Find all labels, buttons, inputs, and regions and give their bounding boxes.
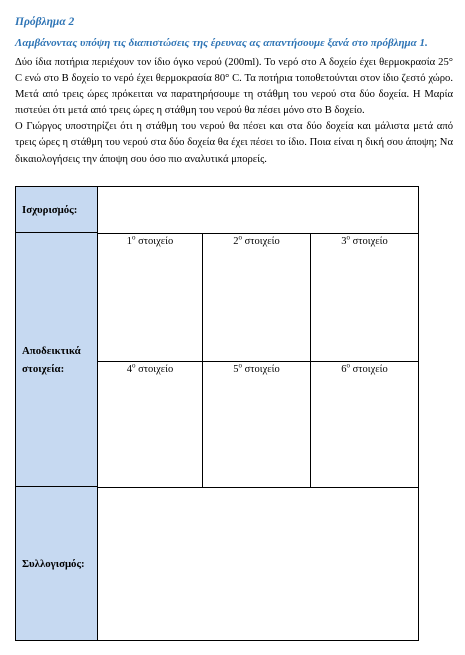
problem-heading: Πρόβλημα 2 xyxy=(15,16,75,28)
label-column xyxy=(16,187,98,640)
answer-table xyxy=(15,186,419,641)
evidence-middle-divider xyxy=(98,361,418,362)
evidence-column-divider-2 xyxy=(310,233,311,487)
problem-paragraph-2: Ο Γιώργος υποστηρίζει ότι η στάθμη του νερού θα πέσει και στα δύο δοχεία και μάλιστα μετά από τρεις ώρες η στάθμη του νερού στα δύο δοχεία θα έχει πέσει το ίδιο. Ποια είναι η δική σου άποψη; Να δικαιολογήσεις την άποψη σου όσο πιο αναλυτικά μπορείς. xyxy=(15,121,453,165)
problem-text xyxy=(15,55,453,168)
evidence-column-divider-1 xyxy=(202,233,203,487)
claim-row-divider xyxy=(98,233,418,234)
evidence-cell-5: $5^o$ στοιχείο xyxy=(233,361,280,375)
evidence-cell-3: $3^o$ στοιχείο xyxy=(341,233,388,247)
evidence-cell-2: $2^o$ στοιχείο xyxy=(233,233,280,247)
evidence-label: Αποδεικτικά στοιχεία: xyxy=(16,233,97,487)
problem-paragraph-1: Δύο ίδια ποτήρια περιέχουν τον ίδιο όγκο νερού (200ml). Το νερό στο Α δοχείο έχει θερμοκρασία 25° C ενώ στο Β δοχείο το νερό έχει θερμοκρασία 80° C. Τα ποτήρια τοποθετούνται στον ίδιο ζεστό χώρο. Μετά από τρεις ώρες πρόκειται να παρατηρήσουμε τη στάθμη του νερού στα δύο δοχεία. Η Μαρία πιστεύει ότι μετά από τρεις ώρες η στάθμη του νερού θα πέσει μόνο στο Β δοχείο. xyxy=(15,57,453,117)
evidence-cell-1: $1^o$ στοιχείο xyxy=(126,233,174,247)
problem-subheading: Λαμβάνοντας υπόψη τις διαπιστώσεις της έρευνας ας απαντήσουμε ξανά στο πρόβλημα 1. xyxy=(15,37,428,49)
evidence-cell-4: $4^o$ στοιχείο xyxy=(126,361,174,375)
evidence-row-divider xyxy=(98,487,418,488)
evidence-cell-6: $6^o$ στοιχείο xyxy=(341,361,388,375)
reasoning-label: Συλλογισμός: xyxy=(16,487,97,640)
claim-label: Ισχυρισμός: xyxy=(16,187,97,233)
